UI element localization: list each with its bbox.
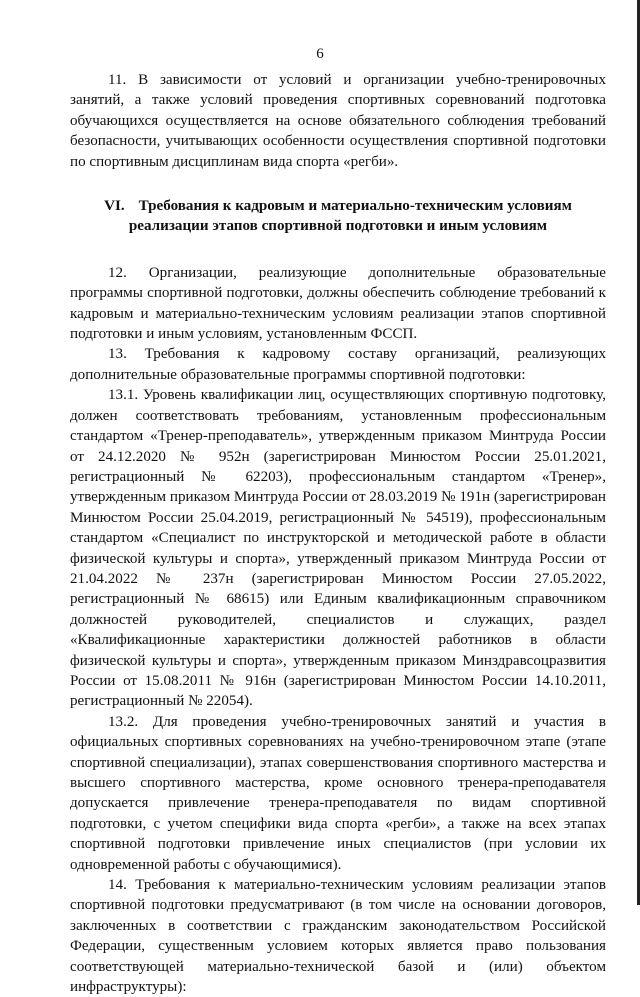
section-title: Требования к кадровым и материально-техническим условиям реализации этапов спортивной подготовки и иным условиям bbox=[128, 198, 572, 235]
paragraph-13-1: 13.1. Уровень квалификации лиц, осуществляющих спортивную подготовку, должен соответствовать требованиям, установленным профессиональным стандартом «Тренер-преподаватель», утвержденным приказом Минтруда России от 24.12.2020 № 952н (зарегистрирован Минюстом России 25.01.2021, регистрационный № 62203), профессиональным стандартом «Тренер», утвержденным приказом Минтруда России от 28.03.2019 № 191н (зарегистрирован Минюстом России 25.04.2019, регистрационный № 54519), профессиональным стандартом «Специалист по инструкторской и методической работе в области физической культуры и спорта», утвержденный приказом Минтруда России от 21.04.2022 № 237н (зарегистрирован Минюстом России 27.05.2022, регистрационный № 68615) или Единым квалификационным справочником должностей руководителей, специалистов и служащих, раздел «Квалификационные характеристики должностей работников в области физической культуры и спорта», утвержденным приказом Минздравсоцразвития России от 15.08.2011 № 916н (зарегистрирован Минюстом России 14.10.2011, регистрационный № 22054). bbox=[70, 387, 606, 710]
paragraph-11: 11. В зависимости от условий и организации учебно-тренировочных занятий, а также условий проведения спортивных соревнований подготовка обучающихся осуществляется на основе обязательного соблюдения требований безопасности, учитывающих особенности осуществления спортивной подготовки по спортивным дисциплинам вида спорта «регби». bbox=[70, 72, 606, 170]
document-body bbox=[70, 70, 606, 997]
paragraph-12: 12. Организации, реализующие дополнительные образовательные программы спортивной подготовки, должны обеспечить соблюдение требований к кадровым и материально-техническим условиям реализации этапов спортивной подготовки и иным условиям, установленным ФССП. bbox=[70, 264, 606, 343]
page-number: 6 bbox=[316, 46, 324, 62]
section-heading bbox=[70, 196, 606, 237]
section-number: VI. bbox=[104, 198, 125, 215]
paragraph-13-2: 13.2. Для проведения учебно-тренировочных занятий и участия в официальных спортивных соревнованиях на учебно-тренировочном этапе (этапе спортивной специализации), этапах совершенствования спортивного мастерства и высшего спортивного мастерства, кроме основного тренера-преподавателя допускается привлечение тренера-преподавателя по видам спортивной подготовки, с учетом специфики вида спорта «регби», а также на всех этапах спортивной подготовки привлечение иных специалистов (при условии их одновременной работы с обучающимися). bbox=[70, 713, 606, 873]
paragraph-13: 13. Требования к кадровому составу организаций, реализующих дополнительные образовательные программы спортивной подготовки: bbox=[70, 346, 606, 383]
paragraph-14: 14. Требования к материально-техническим условиям реализации этапов спортивной подготовки предусматривают (в том числе на основании договоров, заключенных в соответствии с гражданским законодательством Российской Федерации, существенным условием которых является право пользования соответствующей материально-технической базой и (или) объектом инфраструктуры): bbox=[70, 877, 606, 996]
